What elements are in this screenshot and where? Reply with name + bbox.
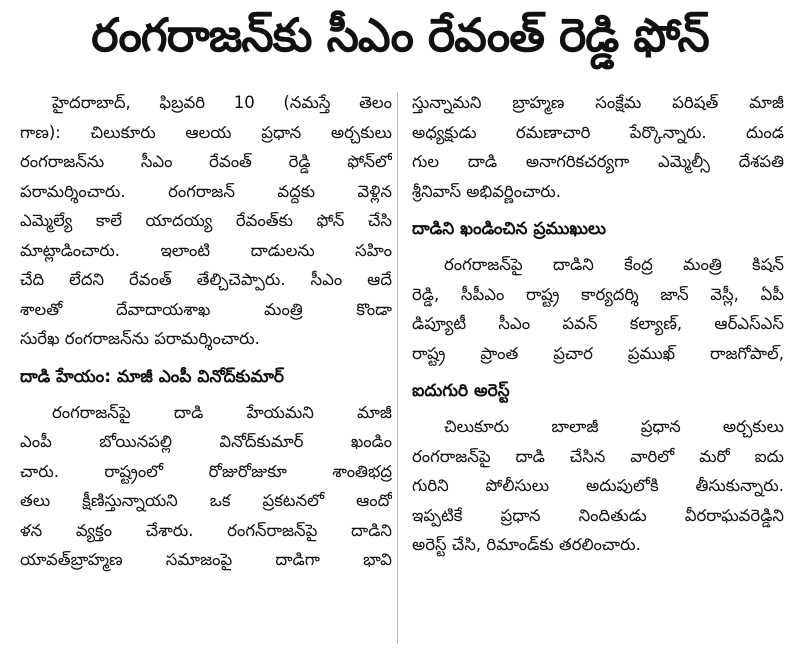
article-line: ఇప్పటికే ప్రధాన నిందితుడు వీరరాఘవరెడ్డిని: [412, 505, 784, 525]
article-line: రంగరాజన్‌పై దాడిని కేంద్ర మంత్రి కిషన్: [444, 255, 784, 274]
article-line: చిలుకూరు బాలాజీ ప్రధాన అర్చకులు: [444, 417, 784, 436]
article-line: రెడ్డి, సీపీఎం రాష్ట్ర కార్యదర్శి జాన్ వెస్లీ, ఏపీ: [412, 284, 784, 304]
article-line: రాష్ట్ర ప్రాంత ప్రచార ప్రముఖ్ రాజగోపాల్,: [412, 343, 784, 363]
article-line: తలు క్షీణిస్తున్నాయని ఒక ప్రకటనలో ఆందో: [20, 491, 392, 510]
article-line: డిప్యూటీ సీఎం పవన్ కల్యాణ్, ఆర్‌ఎస్‌ఎస్: [412, 314, 784, 333]
article-line: శాలతో దేవాదాయశాఖ మంత్రి కొండా: [20, 299, 392, 319]
left-column: [20, 88, 392, 575]
article-line: అరెస్ట్ చేసి, రిమాండ్‌కు తరలించారు.: [412, 535, 641, 554]
article-line: స్తున్నామని బ్రాహ్మణ సంక్షేమ పరిషత్ మాజీ: [412, 93, 784, 112]
article-line: హైదరాబాద్, ఫిబ్రవరి 10 (నమస్తే తెలం: [52, 93, 392, 112]
article-line: గుల దాడి అనాగరికచర్యగా ఎమ్మెల్సీ దేశపతి: [412, 152, 784, 171]
article-line: గురిని పోలీసులు అదుపులోకి తీసుకున్నారు.: [412, 476, 784, 495]
subheading: దాడి హేయం: మాజీ ఎంపీ వినోద్‌కుమార్: [20, 366, 284, 387]
subheading: ఐదుగురి అరెస్ట్: [412, 381, 510, 401]
article-line: రంగరాజన్‌ను సీఎం రేవంత్ రెడ్డి ఫోన్‌లో: [20, 152, 392, 171]
article-line: రంగరాజన్‌పై దాడి హేయమని మాజీ: [52, 402, 392, 422]
column-divider: [397, 92, 398, 644]
right-column: [412, 88, 784, 560]
article-line: ఎంపీ బోయినపల్లి వినోద్‌కుమార్ ఖండిం: [20, 432, 392, 451]
article-line: పరామర్శించారు. రంగరాజన్ వద్దకు వెళ్లిన: [20, 181, 392, 201]
article-line: రంగరాజన్‌పై దాడి చేసిన వారిలో మరో ఐదు: [412, 446, 784, 466]
article-line: అధ్యక్షుడు రమణాచారి పేర్కొన్నారు. దుండ: [412, 122, 784, 142]
article-line: ళన వ్యక్తం చేశారు. రంగన్‌రాజన్‌పై దాడిని: [20, 520, 392, 540]
article-line: చారు. రాష్ట్రంలో రోజురోజుకూ శాంతిభద్ర: [20, 461, 392, 481]
article-line: చేది లేదని రేవంత్ తేల్చిచెప్పారు. సీఎం ఆదే: [20, 270, 392, 289]
article-line: శ్రీనివాస్ అభివర్ణించారు.: [412, 181, 562, 201]
article-line: ఎమ్మెల్యే కాలే యాదయ్య రేవంత్‌కు ఫోన్ చేసి: [20, 211, 392, 230]
article-line: గాణ): చిలుకూరు ఆలయ ప్రధాన అర్చకులు: [20, 122, 392, 142]
article-line: సురేఖ రంగరాజన్‌ను పరామర్శించారు.: [20, 329, 260, 348]
headline: రంగరాజన్‌కు సీఎం రేవంత్ రెడ్డి ఫోన్: [91, 8, 709, 62]
subheading: దాడిని ఖండించిన ప్రముఖులు: [412, 219, 606, 239]
article-line: యావత్‌బ్రాహ్మణ సమాజంపై దాడిగా భావి: [20, 550, 392, 569]
article-line: మాట్లాడించారు. ఇలాంటి దాడులను సహిం: [20, 240, 392, 260]
